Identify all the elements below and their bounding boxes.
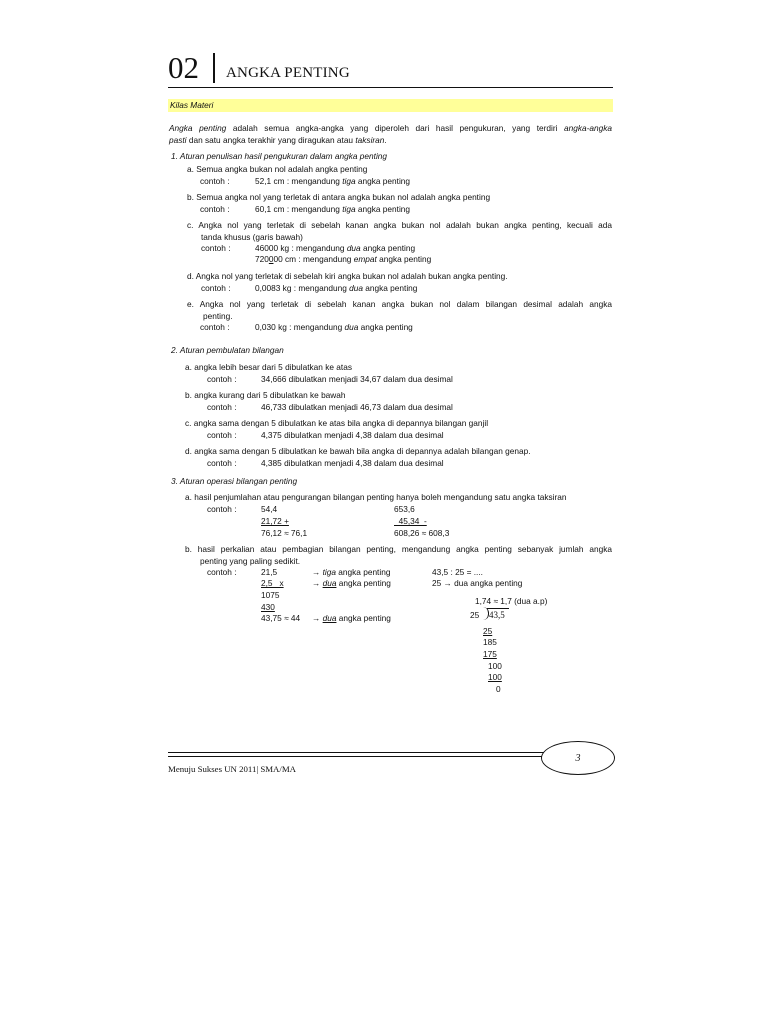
example-value: 46000 kg [255, 243, 290, 253]
example-text: : mengandung [284, 204, 343, 214]
rule-3a: a. hasil penjumlahan atau pengurangan bilangan penting hanya boleh mengandung satu angka taksiran [185, 492, 567, 502]
example-label: contoh : [201, 283, 231, 293]
example-text: : mengandung [291, 283, 350, 293]
term-angka-angka: angka-angka [564, 123, 612, 133]
section-3-title: 3. Aturan operasi bilangan penting [171, 476, 298, 486]
example-value: 00 cm [273, 254, 297, 264]
division-step-5: 100 [488, 672, 502, 682]
example-1a [255, 177, 410, 185]
example-1d [255, 284, 417, 292]
example-text: : mengandung [296, 254, 354, 264]
example-2b: 46,733 dibulatkan menjadi 46,73 dalam dua desimal [261, 402, 453, 412]
example-1e [255, 323, 413, 331]
multiplication-note-2 [312, 579, 391, 587]
multiplication-row-1: 21,5 [261, 567, 278, 577]
example-text: angka penting [355, 176, 411, 186]
multiplication-result: 43,75 ≈ 44 [261, 613, 301, 623]
example-label: contoh : [200, 204, 230, 214]
example-1c-1 [255, 244, 415, 252]
example-label: contoh : [200, 176, 230, 186]
rule-1d: d. Angka nol yang terletak di sebelah kiri angka bukan nol adalah bukan angka penting. [187, 271, 508, 281]
multiplication-row-4: 430 [261, 602, 275, 612]
example-text: angka penting [355, 204, 411, 214]
example-text: : mengandung [289, 243, 347, 253]
example-2a: 34,666 dibulatkan menjadi 34,67 dalam dua desimal [261, 374, 453, 384]
arrow-icon: → [312, 578, 323, 588]
example-count: tiga [342, 204, 356, 214]
example-label: contoh : [207, 567, 237, 577]
example-text: angka penting [360, 243, 416, 253]
example-count: dua [346, 243, 361, 253]
rule-3b-line-2: penting yang paling sedikit. [200, 556, 301, 566]
division-step-4: 100 [488, 661, 502, 671]
example-text: angka penting [358, 322, 413, 332]
underlined-digit: 0 [268, 254, 274, 264]
example-label: contoh : [200, 322, 230, 332]
example-value: 0,030 kg [255, 322, 287, 332]
example-value: 60,1 cm [255, 204, 285, 214]
footer-text: Menuju Sukses UN 2011| SMA/MA [168, 764, 297, 774]
intro-text: dan satu angka terakhir yang diragukan atau [186, 135, 356, 145]
page-number: 3 [575, 753, 581, 764]
multiplication-row-2: 2,5 x [261, 578, 284, 588]
rule-1e-line-1: e. Angka nol yang terletak di sebelah kanan angka bukan nol dalam bilangan desimal adalah angka [187, 299, 612, 309]
example-text: : mengandung [286, 322, 345, 332]
subtraction-result: 608,26 ≈ 608,3 [394, 528, 450, 538]
rule-1c-line-2: tanda khusus (garis bawah) [201, 232, 303, 242]
example-label: contoh : [207, 402, 237, 412]
chapter-number: 02 [168, 50, 199, 85]
intro-text: . [384, 135, 387, 145]
example-count: dua [322, 578, 337, 588]
kilas-materi-bar [168, 99, 613, 112]
example-label: contoh : [201, 243, 231, 253]
footer-rule [168, 756, 548, 757]
term-taksiran: taksiran [355, 135, 385, 145]
multiplication-row-3: 1075 [261, 590, 280, 600]
rule-2c: c. angka sama dengan 5 dibulatkan ke atas bila angka di depannya bilangan ganjil [185, 418, 489, 428]
long-division-bar [487, 608, 509, 609]
example-text: angka penting [336, 567, 391, 577]
addition-row-2: 21,72 + [261, 516, 289, 526]
rule-1b: b. Semua angka nol yang terletak di antara angka bukan nol adalah angka penting [187, 192, 491, 202]
division-step-3: 175 [483, 649, 497, 659]
example-value: 0,0083 kg [255, 283, 292, 293]
example-label: contoh : [207, 430, 237, 440]
example-count: empat [353, 254, 377, 264]
example-text: angka penting [336, 578, 391, 588]
example-label: contoh : [207, 504, 237, 514]
division-step-1: 25 [483, 626, 493, 636]
multiplication-note-1 [312, 568, 390, 576]
term-pasti: pasti [169, 135, 187, 145]
kilas-materi-label: Kilas Materi [170, 100, 214, 110]
subtraction-row-1: 653,6 [394, 504, 415, 514]
example-label: contoh : [207, 458, 237, 468]
example-count: dua [322, 613, 337, 623]
division-question: 43,5 : 25 = .... [432, 567, 483, 577]
intro-line-2 [169, 136, 387, 144]
example-text: angka penting [336, 613, 391, 623]
arrow-icon: → [312, 567, 323, 577]
division-result: 1,74 ≈ 1,7 (dua a.p) [475, 596, 548, 606]
multiplication-note-3 [312, 614, 391, 622]
example-count: dua [349, 283, 363, 293]
division-remainder: 0 [496, 684, 501, 694]
example-count: tiga [322, 567, 336, 577]
rule-2b: b. angka kurang dari 5 dibulatkan ke bawah [185, 390, 346, 400]
example-text: angka penting [362, 283, 418, 293]
rule-1c-line-1: c. Angka nol yang terletak di sebelah kanan angka bukan nol adalah bukan angka penting, kecuali ada [187, 220, 612, 230]
footer-rule [168, 752, 548, 753]
rule-1e-line-2: penting. [203, 311, 233, 321]
example-value: 52,1 cm [255, 176, 285, 186]
example-label: contoh : [207, 374, 237, 384]
division-step-2: 185 [483, 637, 497, 647]
chapter-title: ANGKA PENTING [226, 65, 350, 81]
intro-text: adalah semua angka-angka yang diperoleh dari hasil pengukuran, yang terdiri [226, 123, 565, 133]
example-text: : mengandung [284, 176, 343, 186]
addition-result: 76,12 ≈ 76,1 [261, 528, 308, 538]
subtraction-row-2: 45,34 - [394, 516, 427, 526]
rule-2d: d. angka sama dengan 5 dibulatkan ke bawah bila angka di depannya adalah bilangan genap. [185, 446, 531, 456]
title-divider [213, 53, 215, 83]
example-2c: 4,375 dibulatkan menjadi 4,38 dalam dua desimal [261, 430, 444, 440]
header-rule [168, 87, 613, 88]
rule-2a: a. angka lebih besar dari 5 dibulatkan ke atas [185, 362, 352, 372]
example-text: angka penting [376, 254, 432, 264]
divisor: 25 [470, 610, 480, 620]
example-2d: 4,385 dibulatkan menjadi 4,38 dalam dua desimal [261, 458, 444, 468]
section-1-title: 1. Aturan penulisan hasil pengukuran dalam angka penting [171, 151, 388, 161]
section-2-title: 2. Aturan pembulatan bilangan [171, 345, 284, 355]
addition-row-1: 54,4 [261, 504, 278, 514]
arrow-icon: → [312, 613, 323, 623]
example-1c-2 [255, 255, 431, 263]
example-1b [255, 205, 410, 213]
rule-3b-line-1: b. hasil perkalian atau pembagian bilangan penting, mengandung angka penting sebanyak jumlah angka [185, 544, 612, 554]
example-count: dua [344, 322, 359, 332]
division-note: 25 → dua angka penting [432, 578, 523, 588]
page-header [168, 50, 613, 90]
example-value: 720 [255, 254, 269, 264]
example-count: tiga [342, 176, 356, 186]
rule-1a: a. Semua angka bukan nol adalah angka penting [187, 164, 368, 174]
page-number-badge [541, 741, 615, 775]
dividend: 43,5 [489, 610, 505, 620]
term-angka-penting: Angka penting [169, 123, 227, 133]
intro-line-1 [169, 124, 612, 132]
